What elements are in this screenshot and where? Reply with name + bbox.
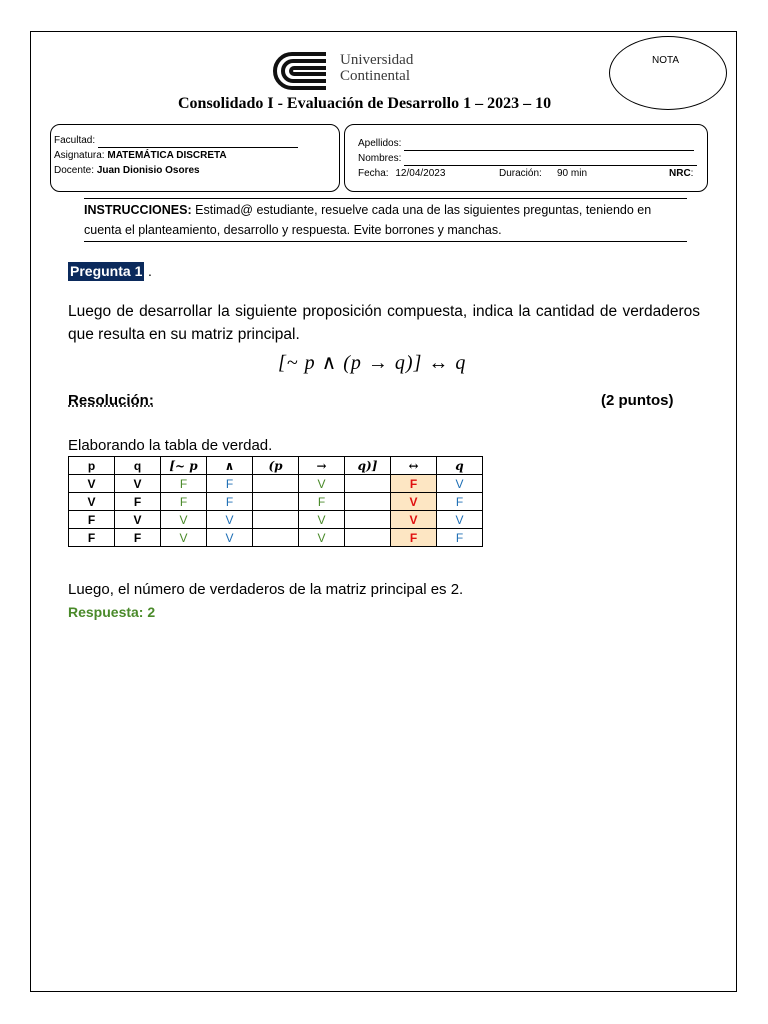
question-title: Pregunta 1 — [70, 263, 143, 279]
grade-label: NOTA — [652, 55, 680, 66]
header-cell: [~ p — [161, 457, 207, 475]
university-name: Universidad Continental — [340, 52, 414, 84]
table-cell: F — [437, 529, 483, 547]
header-cell: q)] — [345, 457, 391, 475]
table-cell: V — [391, 511, 437, 529]
truth-table — [68, 456, 483, 547]
header-cell: (p — [253, 457, 299, 475]
table-cell: V — [161, 511, 207, 529]
header-cell: p — [69, 457, 115, 475]
table-cell: V — [115, 475, 161, 493]
answer-text: Respuesta: 2 — [68, 604, 156, 620]
table-cell — [253, 511, 299, 529]
table-cell: V — [207, 529, 253, 547]
teacher-row: Docente: Juan Dionisio Osores — [54, 165, 200, 176]
table-row — [69, 511, 483, 529]
resolution-label: Resolución: — [68, 392, 154, 409]
table-cell — [253, 475, 299, 493]
table-cell — [253, 493, 299, 511]
table-cell: F — [161, 493, 207, 511]
table-cell: V — [437, 511, 483, 529]
table-cell — [345, 493, 391, 511]
table-cell: V — [69, 493, 115, 511]
table-row — [69, 529, 483, 547]
formula: [~ p ∧ (p → q)] ↔ q — [278, 352, 467, 374]
table-cell: F — [391, 529, 437, 547]
points-label: (2 puntos) — [601, 392, 674, 409]
question-title-dot: . — [148, 263, 152, 279]
table-cell: F — [115, 493, 161, 511]
surnames-row: Apellidos: — [358, 136, 703, 151]
table-cell: F — [207, 493, 253, 511]
instructions: INSTRUCCIONES: Estimad@ estudiante, resuelve cada una de las siguientes preguntas, teniendo en cuenta el planteamiento, desarrollo y respuesta. Evite borrones y manchas. — [84, 198, 687, 242]
student-info-right-box — [344, 124, 708, 192]
table-cell: V — [391, 493, 437, 511]
table-cell: V — [207, 511, 253, 529]
table-cell: V — [299, 511, 345, 529]
table-cell: F — [69, 511, 115, 529]
date-row: Fecha: 12/04/2023 Duración: 90 min NRC: — [358, 168, 694, 179]
question-text: Luego de desarrollar la siguiente proposición compuesta, indica la cantidad de verdaderos que resulta en su matriz principal. — [68, 303, 700, 343]
truth-table-caption: Elaborando la tabla de verdad. — [68, 437, 273, 454]
table-cell: V — [437, 475, 483, 493]
table-cell: F — [207, 475, 253, 493]
table-row — [69, 493, 483, 511]
table-cell: F — [391, 475, 437, 493]
table-cell: V — [299, 529, 345, 547]
table-cell: F — [437, 493, 483, 511]
student-info-left-box — [50, 124, 340, 192]
header-cell: → — [299, 457, 345, 475]
header-cell: q — [437, 457, 483, 475]
table-cell — [253, 529, 299, 547]
table-header-row — [69, 457, 483, 475]
table-cell: V — [115, 511, 161, 529]
table-cell — [345, 511, 391, 529]
table-cell: F — [115, 529, 161, 547]
exam-title: Consolidado I - Evaluación de Desarrollo 1 – 2023 – 10 — [178, 95, 552, 112]
header-cell: q — [115, 457, 161, 475]
table-row — [69, 475, 483, 493]
names-row: Nombres: — [358, 151, 703, 166]
table-cell: V — [299, 475, 345, 493]
table-cell: F — [299, 493, 345, 511]
subject-row: Asignatura: MATEMÁTICA DISCRETA — [54, 150, 227, 161]
header-cell: ∧ — [207, 457, 253, 475]
faculty-row: Facultad: — [54, 133, 334, 148]
table-cell — [345, 529, 391, 547]
table-cell: F — [161, 475, 207, 493]
table-cell: V — [161, 529, 207, 547]
header-cell: ↔ — [391, 457, 437, 475]
table-cell: F — [69, 529, 115, 547]
conclusion-text: Luego, el número de verdaderos de la matriz principal es 2. — [68, 581, 464, 598]
university-logo-icon — [270, 50, 336, 92]
grade-oval — [609, 36, 727, 110]
table-cell — [345, 475, 391, 493]
table-cell: V — [69, 475, 115, 493]
